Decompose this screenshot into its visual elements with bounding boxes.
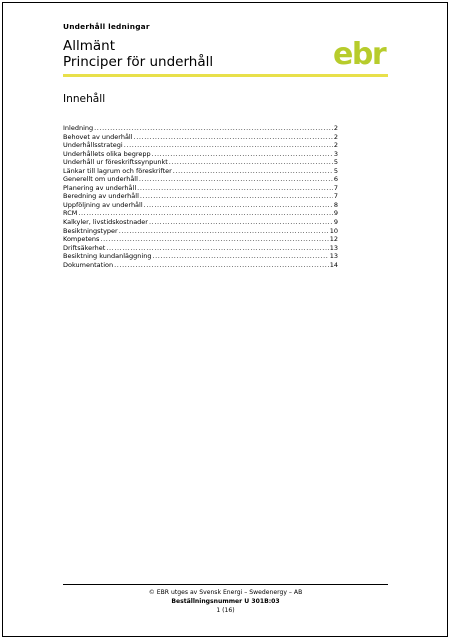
toc-dot-leader <box>139 175 333 184</box>
toc-entry-page: 2 <box>333 132 338 141</box>
toc-entry-label: Kompetens <box>63 235 100 244</box>
toc-entry[interactable] <box>63 201 338 210</box>
toc-dot-leader <box>134 133 333 142</box>
toc-entry-label: Driftsäkerhet <box>63 243 106 252</box>
toc-entry-page: 3 <box>333 149 338 158</box>
title-line-2: Principer för underhåll <box>63 54 214 70</box>
toc-dot-leader <box>124 141 333 150</box>
title-line-1: Allmänt <box>63 38 116 54</box>
footer <box>63 588 388 615</box>
toc-entry[interactable] <box>63 150 338 159</box>
ebr-logo <box>332 37 388 71</box>
toc-entry-label: RCM <box>63 209 78 218</box>
toc-entry-label: Uppföljning av underhåll <box>63 200 143 209</box>
toc-entry-label: Underhållets olika begrepp <box>63 149 151 158</box>
toc-entry-label: Besiktning kundanläggning <box>63 252 152 261</box>
toc-dot-leader <box>152 150 333 159</box>
toc-dot-leader <box>140 192 333 201</box>
toc-entry-label: Behovet av underhåll <box>63 132 133 141</box>
toc-entry[interactable] <box>63 141 338 150</box>
footer-order-number: Beställningsnummer U 301B:03 <box>171 598 280 605</box>
toc-entry[interactable] <box>63 227 338 236</box>
toc-dot-leader <box>100 235 328 244</box>
toc-dot-leader <box>114 261 329 270</box>
toc-entry-page: 2 <box>333 141 338 150</box>
table-of-contents <box>63 124 338 269</box>
toc-entry-label: Underhållsstrategi <box>63 141 123 150</box>
toc-dot-leader <box>152 252 328 261</box>
toc-entry-page: 2 <box>333 124 338 132</box>
toc-entry[interactable] <box>63 252 338 261</box>
toc-entry[interactable] <box>63 158 338 167</box>
toc-entry-page: 7 <box>333 183 338 192</box>
toc-entry[interactable] <box>63 244 338 253</box>
toc-entry-label: Dokumentation <box>63 260 114 269</box>
toc-dot-leader <box>106 244 328 253</box>
toc-entry[interactable] <box>63 133 338 142</box>
toc-entry-page: 10 <box>329 226 338 235</box>
toc-entry[interactable] <box>63 218 338 227</box>
toc-dot-leader <box>119 227 329 236</box>
header-divider <box>63 74 388 77</box>
toc-entry-page: 13 <box>329 252 338 261</box>
toc-entry-label: Länkar till lagrum och föreskrifter <box>63 166 172 175</box>
toc-entry-label: Kalkyler, livstidskostnader <box>63 218 148 227</box>
toc-entry[interactable] <box>63 209 338 218</box>
toc-entry-page: 8 <box>333 200 338 209</box>
toc-entry[interactable] <box>63 184 338 193</box>
toc-dot-leader <box>144 201 333 210</box>
toc-dot-leader <box>94 124 333 133</box>
toc-entry[interactable] <box>63 124 338 133</box>
ebr-logo-text: ebr <box>333 37 386 71</box>
toc-dot-leader <box>173 167 333 176</box>
toc-dot-leader <box>137 184 333 193</box>
toc-entry-label: Inledning <box>63 124 94 132</box>
toc-entry[interactable] <box>63 192 338 201</box>
toc-heading: Innehåll <box>63 93 106 105</box>
toc-entry[interactable] <box>63 175 338 184</box>
toc-entry[interactable] <box>63 235 338 244</box>
toc-entry-page: 9 <box>333 209 338 218</box>
toc-entry-page: 9 <box>333 218 338 227</box>
toc-entry-label: Underhåll ur föreskriftssynpunkt <box>63 158 168 167</box>
toc-entry-page: 12 <box>329 235 338 244</box>
toc-entry-label: Planering av underhåll <box>63 183 137 192</box>
toc-entry-page: 7 <box>333 192 338 201</box>
toc-entry-page: 6 <box>333 175 338 184</box>
footer-page-indicator: 1 (16) <box>216 607 235 614</box>
toc-dot-leader <box>78 209 333 218</box>
footer-publisher: © EBR utges av Svensk Energi – Swedenergy – AB <box>148 589 303 596</box>
document-series-label: Underhåll ledningar <box>63 22 150 31</box>
toc-entry-page: 13 <box>329 243 338 252</box>
toc-entry-label: Generellt om underhåll <box>63 175 138 184</box>
toc-entry-page: 5 <box>333 158 338 167</box>
toc-dot-leader <box>169 158 333 167</box>
footer-divider <box>63 584 388 585</box>
page-title <box>63 38 213 70</box>
toc-entry-page: 5 <box>333 166 338 175</box>
toc-entry-label: Beredning av underhåll <box>63 192 139 201</box>
toc-entry-label: Besiktningstyper <box>63 226 118 235</box>
toc-dot-leader <box>149 218 333 227</box>
toc-entry[interactable] <box>63 261 338 270</box>
toc-entry[interactable] <box>63 167 338 176</box>
toc-entry-page: 14 <box>329 260 338 269</box>
